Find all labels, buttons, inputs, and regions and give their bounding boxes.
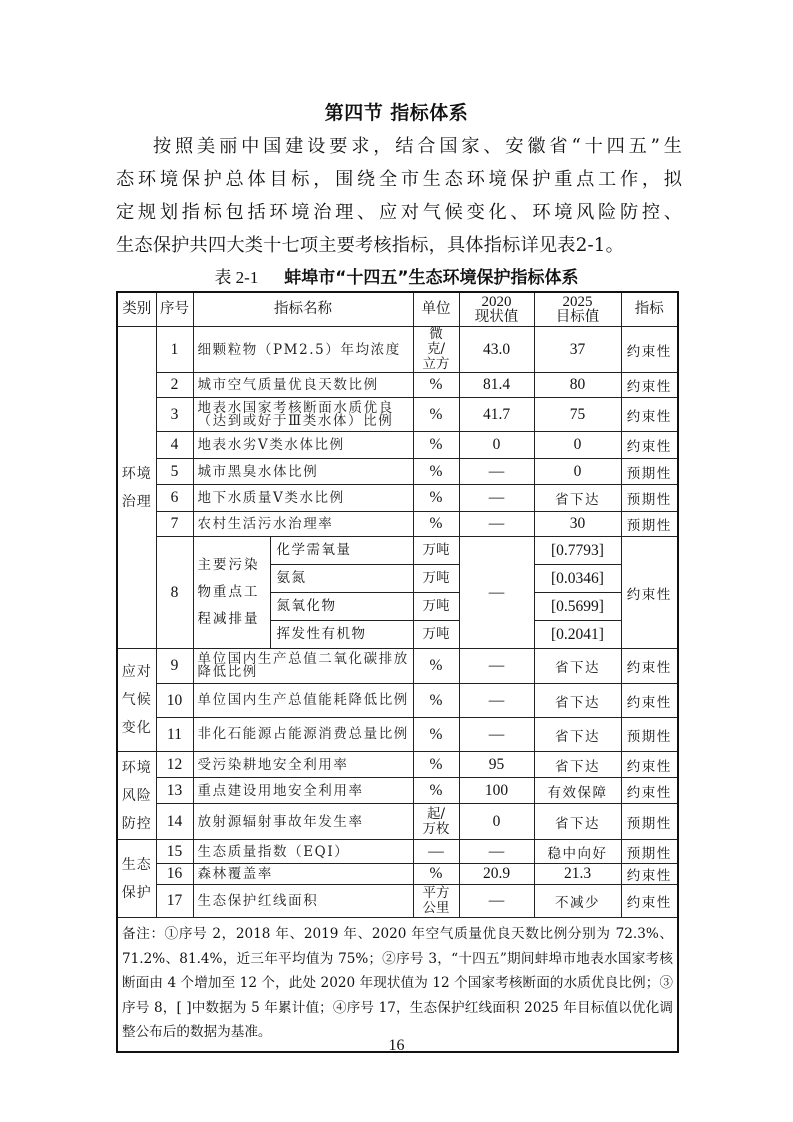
table-row <box>117 537 678 565</box>
category-env-governance: 环境治理 <box>117 327 156 649</box>
row-target: 30 <box>534 512 621 537</box>
row-current: — <box>459 459 534 485</box>
row-unit: % <box>413 752 459 778</box>
table-note: 备注：①序号 2，2018 年、2019 年、2020 年空气质量优良天数比例分别为 72.3%、71.2%、81.4%，近三年平均值为 75%；②序号 3，“十四五”期间蚌埠市地表水国家考核断面由 4 个增加至 12 个，此处 2020 年现状值为 12 个国家考核断面的水质优良比例；③序号 8，[ ]中数据为 5 年累计值；④序号 17，生态保护红线面积 2025 年目标值以优化调整公布后的数据为基准。 <box>117 918 678 1052</box>
row-attribute: 约束性 <box>621 778 678 804</box>
row-seq: 11 <box>156 718 193 752</box>
row-name: 单位国内生产总值二氧化碳排放降低比例 <box>193 649 413 684</box>
header-attribute: 指标 <box>621 292 678 327</box>
row-name: 重点建设用地安全利用率 <box>193 778 413 804</box>
row-seq: 16 <box>156 864 193 885</box>
sub-item-unit: 万吨 <box>413 621 459 649</box>
row-current: 95 <box>459 752 534 778</box>
row-unit: 微克/立方 <box>413 327 459 373</box>
table-row <box>117 512 678 537</box>
row-attribute: 预期性 <box>621 718 678 752</box>
table-row <box>117 684 678 718</box>
row-target: 80 <box>534 373 621 398</box>
row-attribute: 约束性 <box>621 649 678 684</box>
row-attribute: 约束性 <box>621 885 678 918</box>
row-unit: — <box>413 840 459 864</box>
row-attribute: 预期性 <box>621 840 678 864</box>
row-name: 放射源辐射事故年发生率 <box>193 804 413 840</box>
row-name: 城市空气质量优良天数比例 <box>193 373 413 398</box>
row-attribute: 约束性 <box>621 684 678 718</box>
table-row <box>117 804 678 840</box>
row-name: 地下水质量V类水比例 <box>193 485 413 512</box>
sub-item-name: 化学需氧量 <box>270 537 413 565</box>
row-name: 地表水国家考核断面水质优良（达到或好于Ⅲ类水体）比例 <box>193 398 413 432</box>
header-seq: 序号 <box>156 292 193 327</box>
header-name: 指标名称 <box>193 292 413 327</box>
row-seq: 15 <box>156 840 193 864</box>
row-seq: 8 <box>156 537 193 649</box>
table-title: 蚌埠市“十四五”生态环境保护指标体系 <box>284 268 579 288</box>
table-row <box>117 885 678 918</box>
row-seq: 6 <box>156 485 193 512</box>
category-ecology: 生态保护 <box>117 840 156 918</box>
table-row <box>117 327 678 373</box>
row-current: 0 <box>459 432 534 459</box>
row-attribute: 约束性 <box>621 398 678 432</box>
row-target: 稳中向好 <box>534 840 621 864</box>
row-seq: 10 <box>156 684 193 718</box>
row-target: 不减少 <box>534 885 621 918</box>
sub-item-unit: 万吨 <box>413 593 459 621</box>
category-risk: 环境风险防控 <box>117 752 156 840</box>
table-number: 表 2-1 <box>214 268 259 287</box>
sub-item-unit: 万吨 <box>413 565 459 593</box>
row-current: — <box>459 485 534 512</box>
row-current: 0 <box>459 804 534 840</box>
row-name: 农村生活污水治理率 <box>193 512 413 537</box>
row-target: 75 <box>534 398 621 432</box>
table-row <box>117 864 678 885</box>
row-attribute: 约束性 <box>621 432 678 459</box>
row-unit: % <box>413 778 459 804</box>
row-seq: 17 <box>156 885 193 918</box>
row-attribute: 约束性 <box>621 327 678 373</box>
row-current: — <box>459 512 534 537</box>
row-name: 地表水劣V类水体比例 <box>193 432 413 459</box>
row-unit: % <box>413 864 459 885</box>
row-current: 81.4 <box>459 373 534 398</box>
row-target: 21.3 <box>534 864 621 885</box>
row-seq: 14 <box>156 804 193 840</box>
header-target-year: 2025 <box>562 293 593 310</box>
row-name: 森林覆盖率 <box>193 864 413 885</box>
row-name: 非化石能源占能源消费总量比例 <box>193 718 413 752</box>
category-climate: 应对气候变化 <box>117 649 156 752</box>
row-current: — <box>459 840 534 864</box>
table-caption <box>0 263 793 288</box>
table-row <box>117 373 678 398</box>
row-current: 20.9 <box>459 864 534 885</box>
section-title: 第四节 指标体系 <box>324 102 469 124</box>
row-unit: 平方公里 <box>413 885 459 918</box>
intro-line: 定规划指标包括环境治理、应对气候变化、环境风险防控、 <box>116 202 682 223</box>
sub-item-name: 挥发性有机物 <box>270 621 413 649</box>
row-target: 0 <box>534 459 621 485</box>
row-name: 单位国内生产总值能耗降低比例 <box>193 684 413 718</box>
row-target: 省下达 <box>534 485 621 512</box>
row-attribute: 约束性 <box>621 373 678 398</box>
row-attribute: 约束性 <box>621 864 678 885</box>
row-seq: 3 <box>156 398 193 432</box>
row-name: 生态保护红线面积 <box>193 885 413 918</box>
row-target: 37 <box>534 327 621 373</box>
table-row <box>117 718 678 752</box>
row-name: 主要污染物重点工程减排量 <box>193 537 270 649</box>
header-current-year: 2020 <box>481 293 512 310</box>
row-target: 省下达 <box>534 718 621 752</box>
row-seq: 1 <box>156 327 193 373</box>
row-attribute: 约束性 <box>621 537 678 649</box>
header-current-label: 现状值 <box>474 308 519 325</box>
row-attribute: 预期性 <box>621 512 678 537</box>
row-seq: 5 <box>156 459 193 485</box>
row-name: 受污染耕地安全利用率 <box>193 752 413 778</box>
row-attribute: 预期性 <box>621 485 678 512</box>
row-name: 细颗粒物（PM2.5）年均浓度 <box>193 327 413 373</box>
row-target: 省下达 <box>534 684 621 718</box>
row-current: 41.7 <box>459 398 534 432</box>
sub-item-target: [0.7793] <box>534 537 621 565</box>
row-current: — <box>459 718 534 752</box>
sub-item-name: 氮氧化物 <box>270 593 413 621</box>
row-target: 0 <box>534 432 621 459</box>
row-target: 省下达 <box>534 752 621 778</box>
intro-line: 按照美丽中国建设要求，结合国家、安徽省“十四五”生 <box>153 136 682 157</box>
row-seq: 7 <box>156 512 193 537</box>
row-target: 省下达 <box>534 804 621 840</box>
sub-item-name: 氨氮 <box>270 565 413 593</box>
row-current: 43.0 <box>459 327 534 373</box>
row-unit: % <box>413 459 459 485</box>
row-target: 省下达 <box>534 649 621 684</box>
row-name: 城市黑臭水体比例 <box>193 459 413 485</box>
row-seq: 9 <box>156 649 193 684</box>
intro-line: 态环境保护总体目标，围绕全市生态环境保护重点工作，拟 <box>116 169 682 190</box>
row-current: — <box>459 649 534 684</box>
table-row <box>117 778 678 804</box>
sub-item-unit: 万吨 <box>413 537 459 565</box>
row-unit: % <box>413 512 459 537</box>
row-attribute: 预期性 <box>621 804 678 840</box>
row-current: — <box>459 885 534 918</box>
row-current: — <box>459 684 534 718</box>
row-seq: 2 <box>156 373 193 398</box>
row-unit: % <box>413 485 459 512</box>
table-row <box>117 752 678 778</box>
intro-line: 生态保护共四大类十七项主要考核指标，具体指标详见表2-1。 <box>116 235 624 256</box>
row-unit: % <box>413 373 459 398</box>
header-current <box>459 292 534 327</box>
row-seq: 13 <box>156 778 193 804</box>
table-row <box>117 432 678 459</box>
row-target: 有效保障 <box>534 778 621 804</box>
table-row <box>117 485 678 512</box>
row-unit: % <box>413 649 459 684</box>
intro-paragraph <box>116 130 682 262</box>
row-current: — <box>459 537 534 649</box>
page-number: 16 <box>388 1037 405 1054</box>
row-seq: 4 <box>156 432 193 459</box>
sub-item-target: [0.2041] <box>534 621 621 649</box>
row-unit: % <box>413 718 459 752</box>
table-row <box>117 649 678 684</box>
row-unit: % <box>413 432 459 459</box>
indicator-table <box>116 291 679 1053</box>
sub-item-target: [0.5699] <box>534 593 621 621</box>
table-note-row <box>117 918 678 1052</box>
table-row <box>117 398 678 432</box>
row-seq: 12 <box>156 752 193 778</box>
table-row <box>117 459 678 485</box>
row-unit: % <box>413 684 459 718</box>
sub-item-target: [0.0346] <box>534 565 621 593</box>
row-unit: % <box>413 398 459 432</box>
table-header-row <box>117 292 678 327</box>
table-row <box>117 840 678 864</box>
header-target <box>534 292 621 327</box>
row-current: 100 <box>459 778 534 804</box>
header-target-label: 目标值 <box>555 308 600 325</box>
header-unit: 单位 <box>413 292 459 327</box>
header-category: 类别 <box>117 292 156 327</box>
row-unit: 起/万枚 <box>413 804 459 840</box>
row-name: 生态质量指数（EQI） <box>193 840 413 864</box>
row-attribute: 约束性 <box>621 752 678 778</box>
row-attribute: 预期性 <box>621 459 678 485</box>
